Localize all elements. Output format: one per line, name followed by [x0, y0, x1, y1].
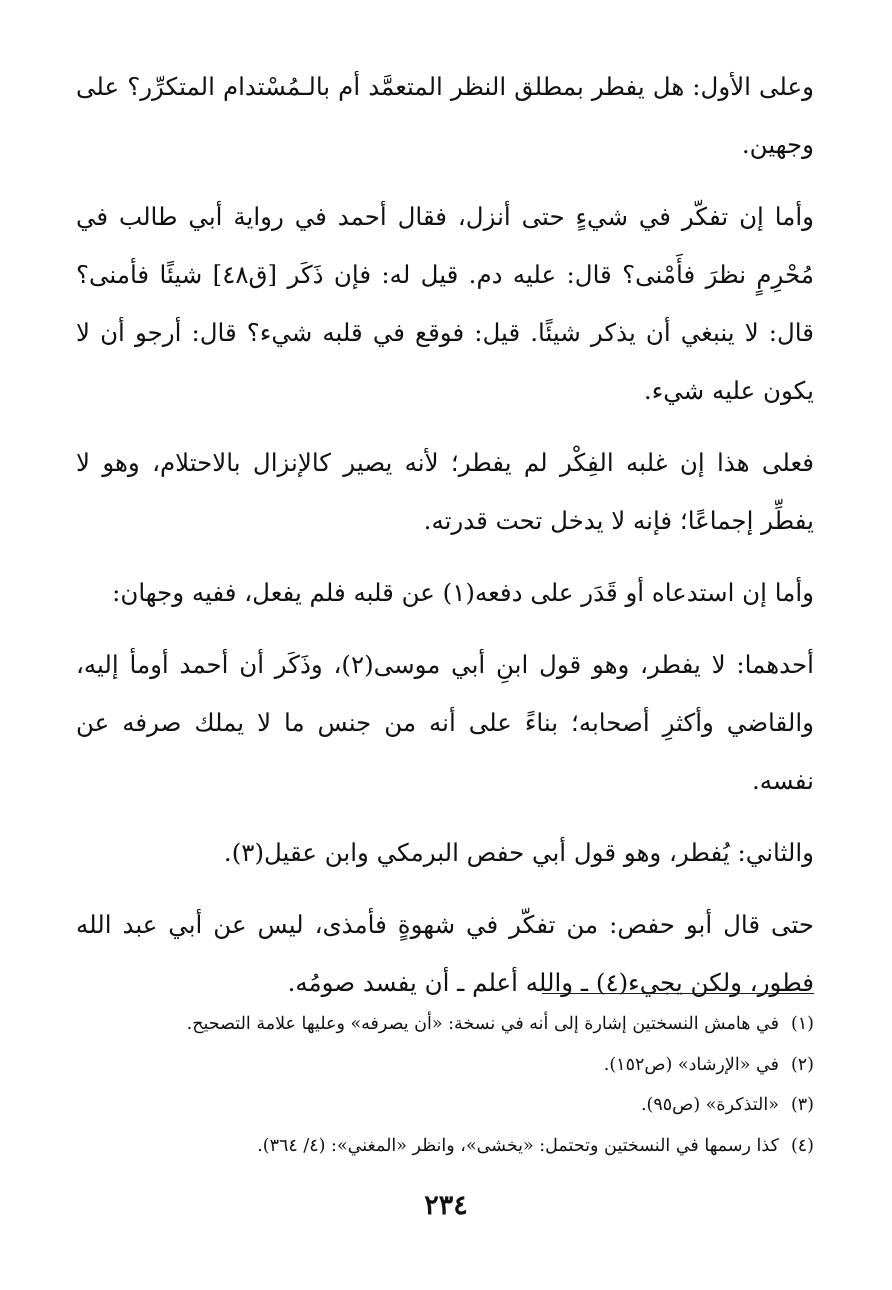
paragraph-5: أحدهما: لا يفطر، وهو قول ابنِ أبي موسى(٢)، وذَكَر أن أحمد أومأ إليه، والقاضي وأكثرِ أصحابه؛ بناءً على أنه من جنس ما لا يملك صرفه عن نفسه. [76, 650, 814, 795]
footnote-divider [542, 993, 814, 994]
page-number: ٢٣٤ [424, 1190, 468, 1221]
paragraph-1: وعلى الأول: هل يفطر بمطلق النظر المتعمَّد أم بالـمُسْتدام المتكرِّر؟ على وجهين. [76, 72, 814, 159]
footnote-number: (٣) [790, 1095, 814, 1115]
paragraph-4: وأما إن استدعاه أو قَدَر على دفعه(١) عن قلبه فلم يفعل، ففيه وجهان: [112, 578, 814, 607]
footnote-text: كذا رسمها في النسختين وتحتمل: «يخشى»، وانظر «المغني»: (٤/ ٣٦٤). [257, 1135, 779, 1156]
paragraph-2: وأما إن تفكّر في شيءٍ حتى أنزل، فقال أحمد في رواية أبي طالب في مُحْرِمٍ نظرَ فأَمْنى؟ قال: عليه دم. قيل له: فإن ذَكَر [ق٤٨] شيئًا فأمنى؟ قال: لا ينبغي أن يذكر شيئًا. قيل: فوقع في قلبه شيء؟ قال: أرجو أن لا يكون عليه شيء. [76, 202, 814, 405]
footnote-4 [76, 1126, 814, 1167]
footnote-text: «التذكرة» (ص٩٥). [640, 1095, 779, 1115]
footnote-3 [76, 1085, 814, 1126]
main-text [76, 58, 814, 1012]
paragraph-6: والثاني: يُفطر، وهو قول أبي حفص البرمكي وابن عقيل(٣). [223, 838, 814, 867]
footnote-2 [76, 1045, 814, 1086]
footnote-text: في هامش النسختين إشارة إلى أنه في نسخة: «أن يصرفه» وعليها علامة التصحيح. [186, 1014, 779, 1034]
footnote-text: في «الإرشاد» (ص١٥٢). [603, 1054, 779, 1075]
footnote-number: (٤) [790, 1135, 814, 1156]
paragraph-3: فعلى هذا إن غلبه الفِكْر لم يفطر؛ لأنه يصير كالإنزال بالاحتلام، وهو لا يفطِّر إجماعًا؛ فإنه لا يدخل تحت قدرته. [76, 448, 814, 535]
footnote-number: (٢) [790, 1054, 814, 1075]
footnote-number: (١) [790, 1014, 814, 1034]
footnote-1 [76, 1004, 814, 1045]
paragraph-7: حتى قال أبو حفص: من تفكّر في شهوةٍ فأمذى، ليس عن أبي عبد الله فطور، ولكن يجيء(٤) ـ والله أعلم ـ أن يفسد صومُه. [76, 910, 814, 997]
footnotes [76, 1004, 814, 1166]
